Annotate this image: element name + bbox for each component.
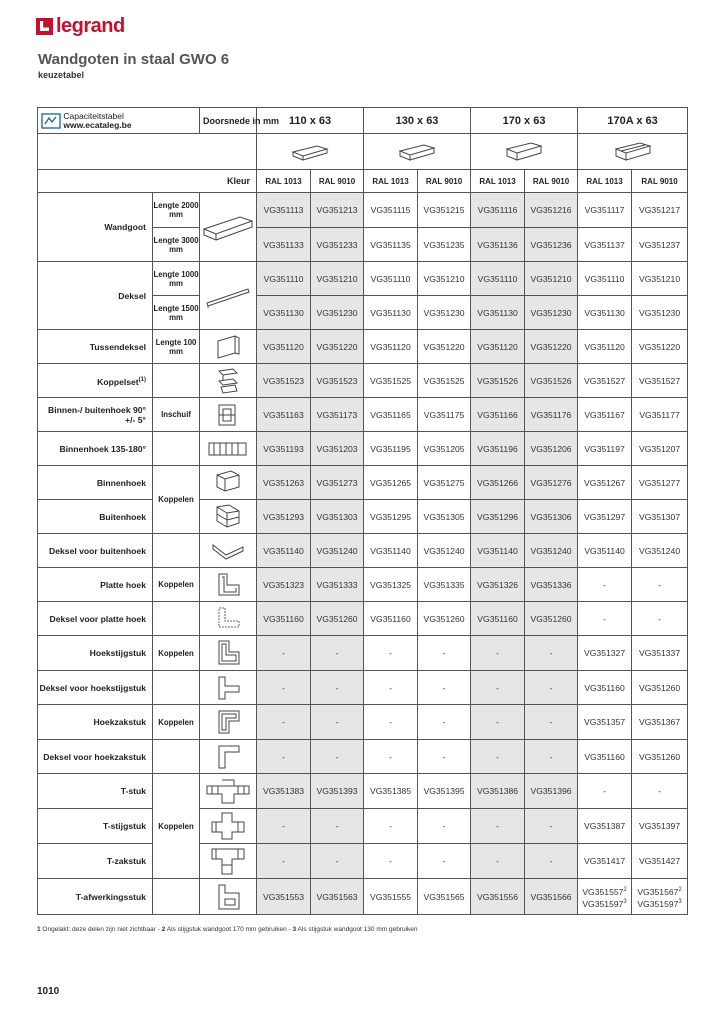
size-header-130: 130 x 63 [364,108,471,134]
product-code: VG351527 [632,364,688,398]
product-code: VG351565 [418,879,471,915]
footnote-text: Ongelakt: deze delen zijn niet zichtbaar - [40,926,162,933]
footnote-ref: 2 [623,886,627,893]
table-row [38,602,688,636]
legrand-logo [36,15,125,38]
row-label-t-stijgstuk: T-stijgstuk [38,809,153,844]
product-code: VG351296 [471,500,525,534]
product-code: VG351203 [311,432,364,466]
product-code: VG351193 [257,432,311,466]
row-label-buitenhoek: Buitenhoek [38,500,153,534]
product-code: VG351240 [311,534,364,568]
capacity-table-icon [41,113,61,129]
product-code: VG351160 [471,602,525,636]
product-code: VG351120 [471,330,525,364]
product-code: - [418,705,471,740]
product-code: VG351297 [578,500,632,534]
header-row-sizes [38,108,688,134]
table-row [38,466,688,500]
product-code: - [311,636,364,671]
product-code: VG351233 [311,228,364,262]
footnote [37,926,418,933]
product-code: VG351217 [632,193,688,228]
wandgoot-image [200,193,257,262]
footnote-number: 1 [37,926,41,933]
deksel-hoekzakstuk-image [200,740,257,774]
ral-1013: RAL 1013 [364,170,418,193]
table-row [38,774,688,809]
product-code: - [632,568,688,602]
product-code: VG351260 [632,740,688,774]
product-code: VG351197 [578,432,632,466]
product-code: - [418,636,471,671]
table-row [38,879,688,915]
product-code: VG351166 [471,398,525,432]
row-label-hoekzakstuk: Hoekzakstuk [38,705,153,740]
product-code: VG351137 [578,228,632,262]
row-label-platte-hoek: Platte hoek [38,568,153,602]
table-row [38,364,688,398]
product-code: - [471,809,525,844]
row-label-binnen-buitenhoek: Binnen-/ buitenhoek 90° +/- 5° [38,398,153,432]
product-code: VG351220 [632,330,688,364]
row-sub-empty [153,671,200,705]
product-code: VG351526 [471,364,525,398]
product-code: VG351173 [311,398,364,432]
product-code: VG351110 [471,262,525,296]
product-code: VG351120 [257,330,311,364]
product-code: VG351417 [578,844,632,879]
product-code: VG351293 [257,500,311,534]
product-code: VG351237 [632,228,688,262]
ral-9010: RAL 9010 [311,170,364,193]
product-code: - [525,809,578,844]
product-code: VG351395 [418,774,471,809]
profile-110-image [257,134,364,170]
row-sub-empty [153,602,200,636]
row-sub-empty [153,740,200,774]
product-code: - [364,809,418,844]
product-code: VG351337 [632,636,688,671]
product-code: VG351385 [364,774,418,809]
product-code: VG351235 [418,228,471,262]
product-code: VG351525 [364,364,418,398]
table-row [38,193,688,228]
product-code: VG351210 [525,262,578,296]
product-code: VG351113 [257,193,311,228]
ral-1013: RAL 1013 [578,170,632,193]
ral-9010: RAL 9010 [525,170,578,193]
product-code: VG351130 [578,296,632,330]
product-code: VG351207 [632,432,688,466]
product-code: VG351393 [311,774,364,809]
product-code: VG351276 [525,466,578,500]
table-row [38,330,688,364]
footnote-ref: 3 [678,898,682,905]
product-code: VG351525 [418,364,471,398]
profile-170a-image [578,134,688,170]
product-code: VG351397 [632,809,688,844]
size-header-110: 110 x 63 [257,108,364,134]
product-code: VG351263 [257,466,311,500]
row-label-deksel-hoekzakstuk: Deksel voor hoekzakstuk [38,740,153,774]
product-code: VG351240 [418,534,471,568]
footnote-number: 2 [161,926,166,933]
product-code: VG351110 [257,262,311,296]
product-code: VG351527 [578,364,632,398]
product-code: VG351210 [632,262,688,296]
row-label-t-stuk: T-stuk [38,774,153,809]
footnote-text: Als stijgstuk wandgoot 170 mm gebruiken - [165,926,293,933]
product-code: VG351206 [525,432,578,466]
row-label-deksel-buitenhoek: Deksel voor buitenhoek [38,534,153,568]
row-sub-empty [153,534,200,568]
product-code: - [311,809,364,844]
product-code: VG351555 [364,879,418,915]
row-sub: Lengte 1500 mm [153,296,200,330]
page-title: Wandgoten in staal GWO 6 [38,51,230,68]
row-sub-empty [153,364,200,398]
product-code: - [311,844,364,879]
product-code: VG351260 [525,602,578,636]
product-code: VG351275 [418,466,471,500]
product-code: VG351140 [257,534,311,568]
product-code: VG351140 [578,534,632,568]
product-code: VG351116 [471,193,525,228]
deksel-platte-hoek-image [200,602,257,636]
product-code: VG351260 [632,671,688,705]
hoekstijgstuk-image [200,636,257,671]
deksel-image [200,262,257,330]
footnote-ref: (1) [138,376,146,383]
ral-1013: RAL 1013 [471,170,525,193]
product-code: - [525,844,578,879]
product-code: VG351130 [257,296,311,330]
product-code: VG351267 [578,466,632,500]
product-code: - [311,705,364,740]
product-code: - [364,636,418,671]
row-label-t-afwerkingsstuk: T-afwerkingsstuk [38,879,153,915]
row-label-deksel: Deksel [38,262,153,330]
product-code: VG351176 [525,398,578,432]
product-code: VG351327 [578,636,632,671]
footnote-number: 3 [292,926,297,933]
product-code: VG351523 [311,364,364,398]
product-code: - [471,705,525,740]
row-label-hoekstijgstuk: Hoekstijgstuk [38,636,153,671]
buitenhoek-image [200,500,257,534]
product-code: VG351140 [364,534,418,568]
product-code: VG351556 [471,879,525,915]
product-code: VG351210 [311,262,364,296]
product-code: VG351133 [257,228,311,262]
product-code: - [257,740,311,774]
product-code: VG351323 [257,568,311,602]
product-code: - [364,705,418,740]
product-code: VG351160 [578,740,632,774]
table-row [38,262,688,296]
footnote-ref: 2 [678,886,682,893]
product-code: VG351236 [525,228,578,262]
product-code: - [364,844,418,879]
product-code: VG351140 [471,534,525,568]
product-code: VG351295 [364,500,418,534]
product-code: VG351220 [418,330,471,364]
binnenhoek-135-180-image [200,432,257,466]
row-label-binnenhoek: Binnenhoek [38,466,153,500]
product-code: VG351306 [525,500,578,534]
table-row [38,534,688,568]
koppelset-image [200,364,257,398]
product-code: - [578,774,632,809]
product-code: VG351213 [311,193,364,228]
row-sub-empty [153,432,200,466]
ral-9010: RAL 9010 [632,170,688,193]
product-code: VG351336 [525,568,578,602]
product-code: VG351240 [525,534,578,568]
size-header-170a: 170A x 63 [578,108,688,134]
product-code: VG351277 [632,466,688,500]
product-code: VG351333 [311,568,364,602]
product-code: VG351567 [637,886,679,897]
selection-table [37,107,688,915]
product-code: - [525,636,578,671]
table-row [38,740,688,774]
product-code: VG351427 [632,844,688,879]
table-row [38,844,688,879]
product-code: - [364,671,418,705]
row-label-deksel-platte-hoek: Deksel voor platte hoek [38,602,153,636]
binnenhoek-image [200,466,257,500]
footnote-text: Als stijgstuk wandgoot 130 mm gebruiken [296,926,418,933]
t-stijgstuk-image [200,809,257,844]
row-sub: Koppelen [153,568,200,602]
product-code: VG351260 [311,602,364,636]
product-code: - [471,844,525,879]
row-sub-empty [153,879,200,915]
product-code: VG351387 [578,809,632,844]
product-code: VG351553 [257,879,311,915]
header-row-colors [38,170,688,193]
product-code: - [418,844,471,879]
product-code: VG351110 [578,262,632,296]
table-row [38,398,688,432]
product-code: - [418,809,471,844]
product-code: VG351160 [578,671,632,705]
row-sub: Lengte 3000 mm [153,228,200,262]
product-code: - [471,671,525,705]
row-label-koppelset [38,364,153,398]
doorsnede-label: Doorsnede in mm [200,108,257,134]
product-code: VG351115 [364,193,418,228]
deksel-hoekstijgstuk-image [200,671,257,705]
table-row [38,568,688,602]
product-code: VG351117 [578,193,632,228]
product-code: VG351110 [364,262,418,296]
product-code: - [257,636,311,671]
product-code: VG351396 [525,774,578,809]
product-code: VG351177 [632,398,688,432]
product-code: - [311,740,364,774]
product-code: VG351326 [471,568,525,602]
capacity-table-url[interactable]: www.ecataleg.be [63,119,132,130]
product-code: VG351210 [418,262,471,296]
product-code: VG351563 [311,879,364,915]
product-code: VG351160 [364,602,418,636]
product-code: VG351135 [364,228,418,262]
product-code: VG351220 [525,330,578,364]
hoekzakstuk-image [200,705,257,740]
product-code: - [257,705,311,740]
row-sub: Koppelen [153,466,200,534]
product-code: VG351303 [311,500,364,534]
product-code: VG351266 [471,466,525,500]
product-code: VG351305 [418,500,471,534]
product-code: - [311,671,364,705]
product-code: - [418,671,471,705]
product-code: VG351163 [257,398,311,432]
row-sub: Lengte 2000 mm [153,193,200,228]
product-code: VG351230 [632,296,688,330]
row-sub: Koppelen [153,774,200,879]
product-code: VG351160 [257,602,311,636]
product-code: VG351230 [418,296,471,330]
product-code: VG351273 [311,466,364,500]
row-label-binnenhoek-135-180: Binnenhoek 135-180° [38,432,153,466]
product-code: VG351195 [364,432,418,466]
product-code: VG351335 [418,568,471,602]
page-subtitle: keuzetabel [38,70,85,80]
row-label-tussendeksel: Tussendeksel [38,330,153,364]
product-code: VG351130 [471,296,525,330]
product-code: - [525,705,578,740]
product-code: - [632,774,688,809]
product-code: VG351240 [632,534,688,568]
capacity-table-label: Capaciteitstabel [63,110,124,121]
selection-table-wrapper [37,107,688,915]
product-code: - [257,809,311,844]
product-code: VG351523 [257,364,311,398]
product-code: VG351130 [364,296,418,330]
product-code: VG351196 [471,432,525,466]
t-stuk-image [200,774,257,809]
platte-hoek-image [200,568,257,602]
deksel-buitenhoek-image [200,534,257,568]
row-sub: Lengte 1000 mm [153,262,200,296]
product-code: - [578,568,632,602]
binnen-buitenhoek-image [200,398,257,432]
product-code: - [578,602,632,636]
table-row [38,809,688,844]
row-label-wandgoot: Wandgoot [38,193,153,262]
capacity-table-link[interactable] [38,108,200,134]
kleur-label: Kleur [38,170,257,193]
product-code: VG351120 [578,330,632,364]
footnote-ref: 3 [623,898,627,905]
product-code: VG351325 [364,568,418,602]
row-label-deksel-hoekstijgstuk: Deksel voor hoekstijgstuk [38,671,153,705]
t-zakstuk-image [200,844,257,879]
product-code: - [525,671,578,705]
product-code: VG351566 [525,879,578,915]
row-sub: Inschuif [153,398,200,432]
header-row-images [38,134,688,170]
product-code: VG351265 [364,466,418,500]
product-code: - [418,740,471,774]
product-code: VG351597 [637,898,679,909]
product-code: VG351357 [578,705,632,740]
product-code-multi [632,879,688,915]
product-code: VG351215 [418,193,471,228]
product-code: VG351175 [418,398,471,432]
product-code: - [525,740,578,774]
product-code: VG351120 [364,330,418,364]
product-code-multi [578,879,632,915]
table-row [38,705,688,740]
product-code: VG351597 [582,898,624,909]
header-blank [38,134,257,170]
t-afwerkingsstuk-image [200,879,257,915]
legrand-logo-icon [36,18,53,35]
product-code: VG351230 [525,296,578,330]
product-code: - [257,844,311,879]
product-code: VG351230 [311,296,364,330]
product-code: VG351165 [364,398,418,432]
ral-1013: RAL 1013 [257,170,311,193]
ral-9010: RAL 9010 [418,170,471,193]
product-code: VG351383 [257,774,311,809]
product-code: - [471,740,525,774]
tussendeksel-image [200,330,257,364]
product-code: VG351216 [525,193,578,228]
profile-170-image [471,134,578,170]
legrand-logo-text: legrand [56,15,125,37]
table-row [38,671,688,705]
product-code: VG351367 [632,705,688,740]
row-sub: Koppelen [153,705,200,740]
table-row [38,432,688,466]
product-code: VG351386 [471,774,525,809]
product-code: VG351526 [525,364,578,398]
page-number: 1010 [37,986,60,997]
product-code: VG351136 [471,228,525,262]
product-code: VG351557 [582,886,624,897]
size-header-170: 170 x 63 [471,108,578,134]
product-code: VG351167 [578,398,632,432]
product-code: VG351307 [632,500,688,534]
profile-130-image [364,134,471,170]
product-code: - [364,740,418,774]
product-code: - [471,636,525,671]
row-label-koppelset-text: Koppelset [97,376,139,387]
product-code: VG351260 [418,602,471,636]
row-sub: Lengte 100 mm [153,330,200,364]
table-row [38,500,688,534]
product-code: - [632,602,688,636]
product-code: VG351205 [418,432,471,466]
product-code: - [257,671,311,705]
row-label-t-zakstuk: T-zakstuk [38,844,153,879]
table-row [38,636,688,671]
product-code: VG351220 [311,330,364,364]
row-sub: Koppelen [153,636,200,671]
